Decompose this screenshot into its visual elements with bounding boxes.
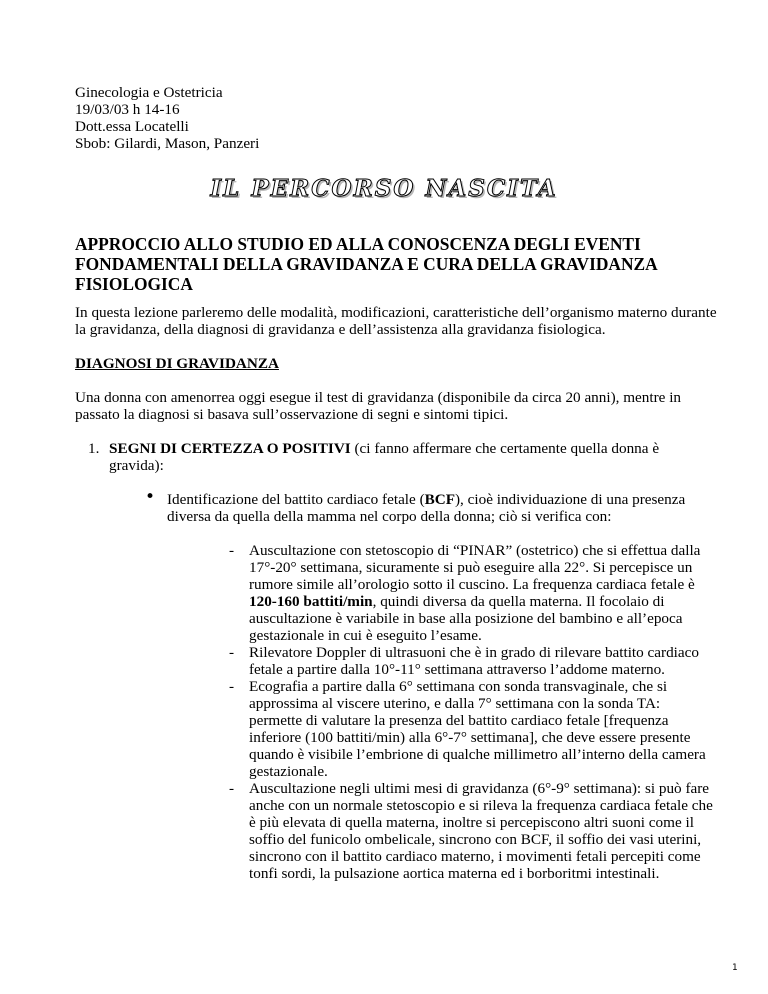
lecturer-name: Dott.essa Locatelli [75,118,189,135]
intro-paragraph: In questa lezione parleremo delle modalità, modificazioni, caratteristiche dell’organismo materno durante la gravidanza, della diagnosi di gravidanza e dell’assistenza alla gravidanza fisiologica. [75,304,717,338]
item-number: 1. [88,440,100,457]
dash-icon: - [229,542,235,559]
sub1-bold: 120-160 battiti/min [249,593,373,610]
item-bold: SEGNI DI CERTEZZA O POSITIVI [109,440,351,457]
document-title: IL PERCORSO NASCITA [210,175,558,202]
transcribers: Sbob: Gilardi, Mason, Panzeri [75,135,260,152]
sub1-post: , quindi diversa da quella materna. Il focolaio di auscultazione è variabile in base alla posizione del bambino e all’epoca gestazionale in cui è eseguito l’esame. [249,593,683,644]
sub-item-text: Auscultazione negli ultimi mesi di gravidanza (6°-9° settimana): si può fare anche con un normale stetoscopio e si rileva la frequenza cardiaca fetale che è più elevata di quella materna, inoltre si percepiscono altri suoni come il soffio del funicolo ombelicale, sincrono con BCF, il soffio dei vasi uterini, sincrono con il battito cardiaco materno, i movimenti fetali percepiti come tonfi sordi, la pulsazione aortica materna ed i borboritmi intestinali. [249,780,713,882]
section-heading: APPROCCIO ALLO STUDIO ED ALLA CONOSCENZA DEGLI EVENTI FONDAMENTALI DELLA GRAVIDANZA E CURA DELLA GRAVIDANZA FISIOLOGICA [75,234,657,294]
course-name: Ginecologia e Ostetricia [75,84,223,101]
item-text [109,440,699,474]
sub-item-text: Rilevatore Doppler di ultrasuoni che è in grado di rilevare battito cardiaco fetale a partire dalla 10°-11° settimana attraverso l’addome materno. [249,644,699,678]
sub-item-text: Ecografia a partire dalla 6° settimana con sonda transvaginale, che si approssima al viscere uterino, e dalla 7° settimana con la sonda TA: permette di valutare la presenza del battito cardiaco fetale [frequenza inferiore (100 battiti/min) alla 6°-7° settimana], che deve essere presente quando è visibile l’embrione di qualche millimetro all’interno della camera gestazionale. [249,678,706,780]
bullet-bold: BCF [424,491,455,508]
sub-item-text [249,542,714,644]
bullet-text [167,491,712,525]
bullet-post: ), cioè individuazione di una presenza diversa da quella della mamma nel corpo della donna; ciò si verifica con: [167,491,686,525]
bullet-pre: Identificazione del battito cardiaco fetale ( [167,491,425,508]
lecture-date: 19/03/03 h 14-16 [75,101,180,118]
diagnosis-paragraph: Una donna con amenorrea oggi esegue il test di gravidanza (disponibile da circa 20 anni), mentre in passato la diagnosi si basava sull’osservazione di segni e sintomi tipici. [75,389,682,423]
dash-icon: - [229,644,235,661]
dash-icon: - [229,678,235,695]
sub1-pre: Auscultazione con stetoscopio di “PINAR” (ostetrico) che si effettua dalla 17°-20° settimana, sicuramente si può eseguire alla 22°. Si percepisce un rumore simile all’orologio sotto il cuscino. La frequenza cardiaca fetale è [249,542,701,593]
page-number: 1 [732,963,738,973]
dash-icon: - [229,780,235,797]
item-rest: (ci fanno affermare che certamente quella donna è gravida): [109,440,660,474]
document-header [75,84,259,152]
bullet-icon: • [145,487,156,507]
diagnosis-heading: DIAGNOSI DI GRAVIDANZA [75,355,279,372]
